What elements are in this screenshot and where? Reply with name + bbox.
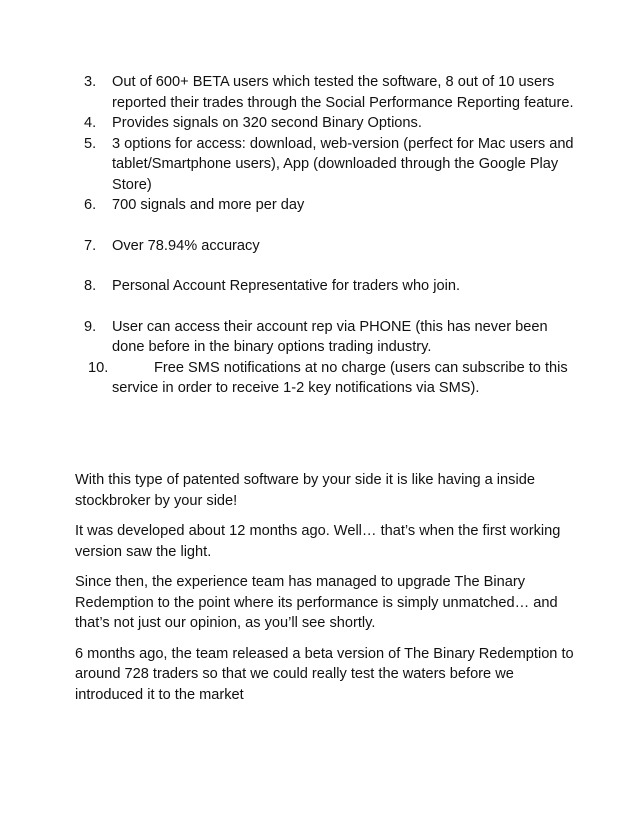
list-item bbox=[84, 113, 574, 134]
list-item bbox=[84, 195, 574, 216]
list-text: 3 options for access: download, web-version (perfect for Mac users and tablet/Smartphone users), App (downloaded through the Google Play Store) bbox=[112, 135, 574, 193]
list-text: 700 signals and more per day bbox=[112, 197, 305, 213]
list-item bbox=[84, 276, 574, 297]
list-number: 9. bbox=[84, 318, 97, 335]
list-item bbox=[84, 358, 574, 399]
list-text: Provides signals on 320 second Binary Options. bbox=[112, 115, 422, 131]
paragraph: It was developed about 12 months ago. Well… that’s when the first working version saw the light. bbox=[75, 523, 561, 560]
list-text: Free SMS notifications at no charge (users can subscribe to this service in order to receive 1-2 key notifications via SMS). bbox=[112, 359, 568, 396]
list-number: 5. bbox=[84, 135, 97, 152]
list-item bbox=[84, 134, 574, 196]
list-text: Out of 600+ BETA users which tested the software, 8 out of 10 users reported their trades through the Social Performance Reporting feature. bbox=[112, 74, 574, 111]
list-number: 3. bbox=[84, 74, 97, 90]
list-item bbox=[84, 317, 574, 358]
list-number: 7. bbox=[84, 237, 97, 254]
list-text: Over 78.94% accuracy bbox=[112, 237, 260, 254]
list-text: Personal Account Representative for traders who join. bbox=[112, 278, 461, 294]
list-number: 8. bbox=[84, 278, 97, 294]
list-item bbox=[84, 72, 574, 113]
list-number: 4. bbox=[84, 115, 97, 131]
paragraph: With this type of patented software by your side it is like having a inside stockbroker by your side! bbox=[75, 472, 535, 509]
list-number: 10. bbox=[88, 359, 109, 376]
paragraph: 6 months ago, the team released a beta version of The Binary Redemption to around 728 traders so that we could really test the waters before we introduced it to the market bbox=[75, 645, 574, 703]
list-text: User can access their account rep via PHONE (this has never been done before in the binary options trading industry. bbox=[112, 318, 548, 355]
list-item bbox=[84, 236, 574, 257]
paragraph: Since then, the experience team has managed to upgrade The Binary Redemption to the point where its performance is simply unmatched… and that’s not just our opinion, as you’ll see shortly. bbox=[75, 574, 558, 631]
body-paragraphs bbox=[75, 470, 575, 715]
feature-list bbox=[84, 72, 574, 399]
list-number: 6. bbox=[84, 197, 97, 213]
